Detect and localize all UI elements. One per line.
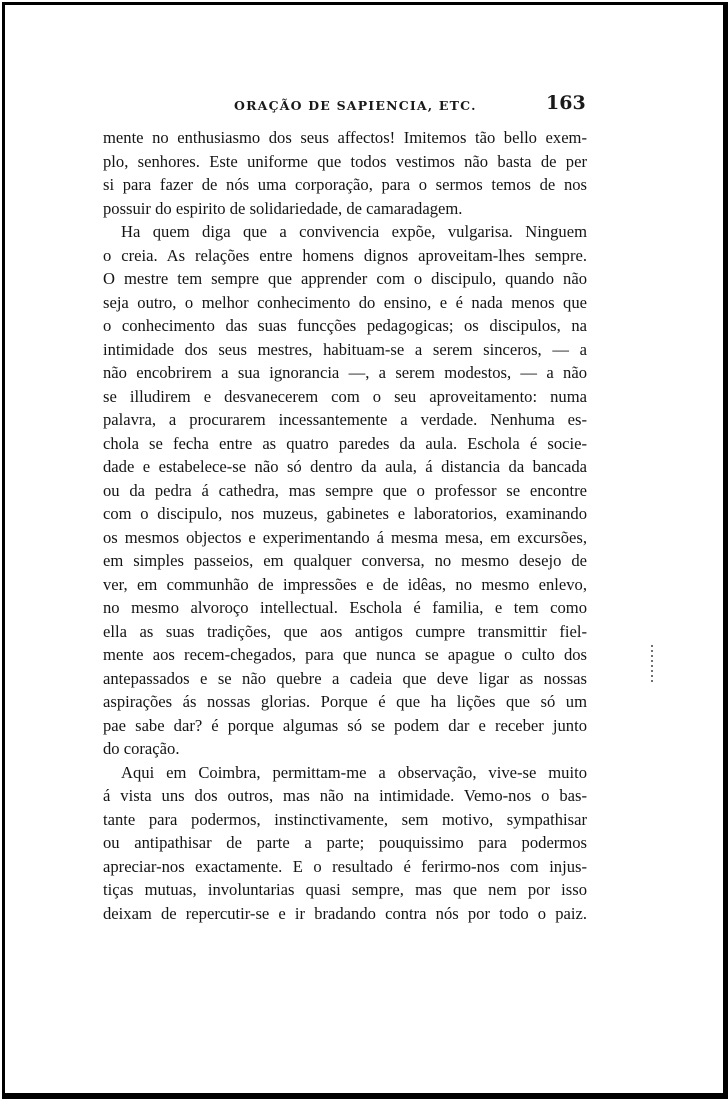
text-line: dade e estabelece-se não só dentro da aula, á distancia da bancada	[103, 457, 587, 476]
scan-artifact-mark	[651, 645, 653, 683]
text-line: si para fazer de nós uma corporação, para o sermos temos de nos	[103, 175, 587, 194]
text-line: apreciar-nos exactamente. E o resultado é ferirmo-nos com injus-	[103, 856, 587, 876]
text-line: á vista uns dos outros, mas não na intimidade. Vemo-nos o bas-	[103, 786, 587, 805]
text-line: do coração.	[103, 739, 180, 758]
text-line: chola se fecha entre as quatro paredes da aula. Eschola é socie-	[103, 433, 587, 453]
text-line: em simples passeios, em qualquer conversa, no mesmo desejo de	[103, 551, 587, 570]
paragraph-3	[103, 761, 587, 926]
text-line: o creia. As relações entre homens dignos aproveitam-lhes sempre.	[103, 245, 587, 265]
text-line: ella as suas tradições, que aos antigos cumpre transmittir fiel-	[103, 621, 587, 641]
text-line: o conhecimento das suas funcções pedagogicas; os discipulos, na	[103, 316, 587, 335]
text-line: O mestre tem sempre que apprender com o discipulo, quando não	[103, 269, 587, 288]
text-line: aspirações ás nossas glorias. Porque é que ha lições que só um	[103, 692, 587, 711]
running-header	[0, 92, 728, 122]
text-line: com o discipulo, nos muzeus, gabinetes e laboratorios, examinando	[103, 504, 587, 523]
text-line: mente no enthusiasmo dos seus affectos! Imitemos tão bello exem-	[103, 128, 587, 147]
text-line: tante para podermos, instinctivamente, sem motivo, sympathisar	[103, 809, 587, 829]
text-line: Aqui em Coimbra, permittam-me a observação, vive-se muito	[121, 762, 587, 782]
text-line: se illudirem e desvanecerem com o seu aproveitamento: numa	[103, 386, 587, 406]
text-line: Ha quem diga que a convivencia expõe, vulgarisa. Ninguem	[121, 222, 587, 241]
text-line: intimidade dos seus mestres, habituam-se a serem sinceros, — a	[103, 339, 587, 359]
text-line: no mesmo alvoroço intellectual. Eschola é familia, e tem como	[103, 598, 587, 617]
text-line: deixam de repercutir-se e ir bradando contra nós por todo o paiz.	[103, 903, 587, 923]
page-number: 163	[546, 92, 586, 114]
text-line: seja outro, o melhor conhecimento do ensino, e é nada menos que	[103, 292, 587, 312]
paragraph-1	[103, 126, 587, 220]
text-line: os mesmos objectos e experimentando á mesma mesa, em excursões,	[103, 527, 587, 547]
text-line: não encobrirem a sua ignorancia —, a serem modestos, — a não	[103, 363, 587, 382]
text-line: palavra, a procurarem incessantemente a verdade. Nenhuma es-	[103, 410, 587, 429]
paragraph-2	[103, 220, 587, 761]
text-line: pae sabe dar? é porque algumas só se podem dar e receber junto	[103, 715, 587, 735]
text-line: mente aos recem-chegados, para que nunca se apague o culto dos	[103, 645, 587, 664]
text-line: antepassados e se não quebre a cadeia que deve ligar as nossas	[103, 668, 587, 688]
text-line: plo, senhores. Este uniforme que todos vestimos não basta de per	[103, 151, 587, 171]
text-line: ou antipathisar de parte a parte; pouquissimo para podermos	[103, 833, 587, 852]
header-title: ORAÇÃO DE SAPIENCIA, ETC.	[234, 98, 477, 113]
text-line: ou da pedra á cathedra, mas sempre que o professor se encontre	[103, 480, 587, 500]
text-body	[103, 126, 587, 925]
text-line: possuir do espirito de solidariedade, de camaradagem.	[103, 198, 463, 218]
text-line: tiças mutuas, involuntarias quasi sempre, mas que nem por isso	[103, 880, 587, 899]
text-line: ver, em communhão de impressões e de idêas, no mesmo enlevo,	[103, 574, 587, 594]
